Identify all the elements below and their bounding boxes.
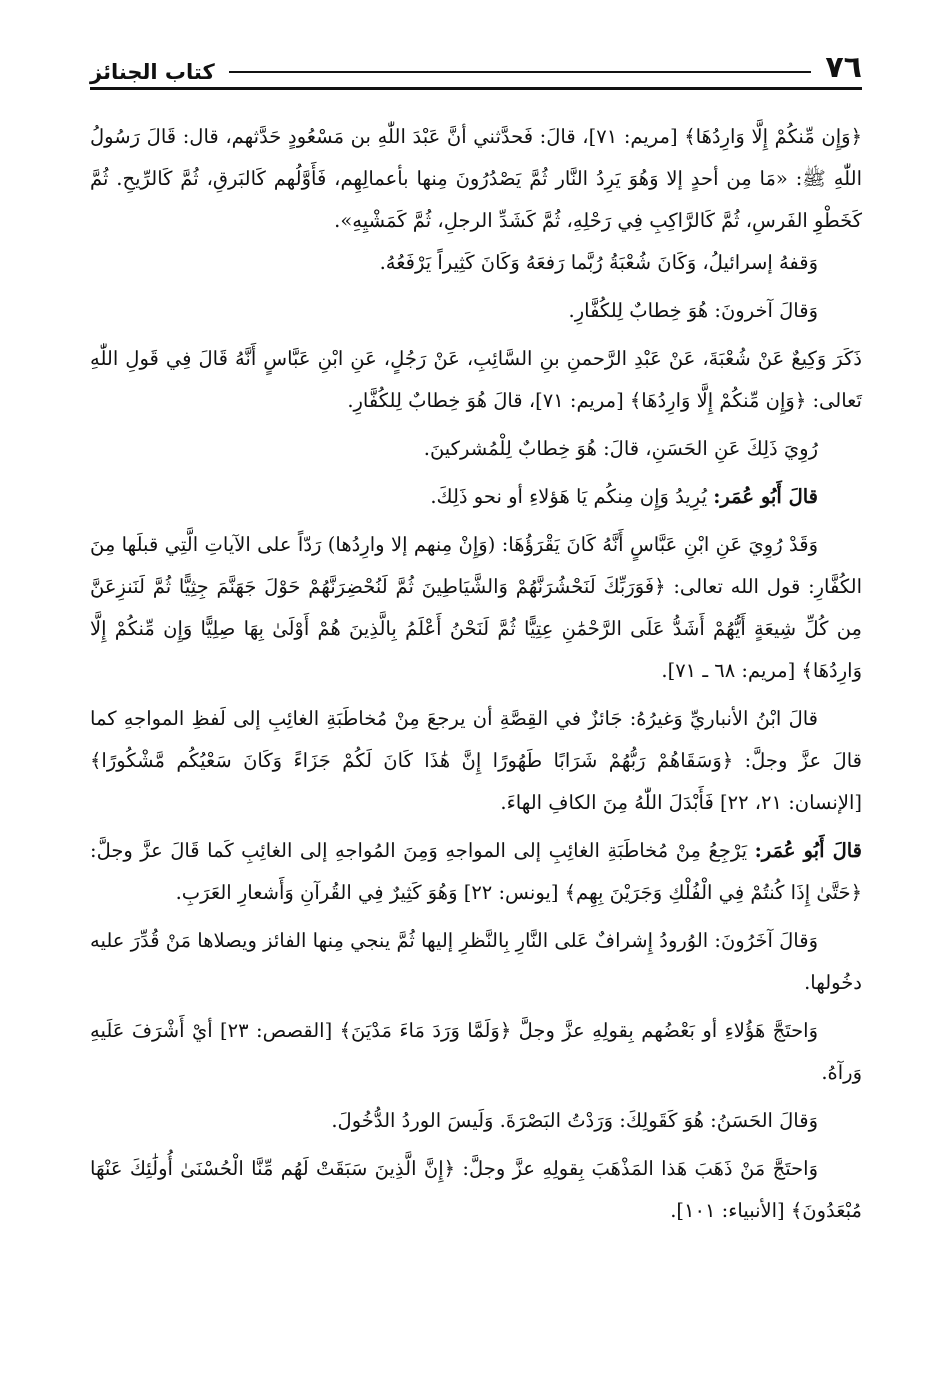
paragraph <box>90 476 862 518</box>
paragraph-text: ذَكَرَ وَكِيعٌ عَنْ شُعْبَةَ، عَنْ عَبْدِ الرَّحمنِ بنِ السَّائِبِ، عَنْ رَجُلٍ، عَنِ ابْنِ عَبَّاسٍ أَنَّهُ قَالَ فِي قَولِ اللّٰهِ تَعالى: ﴿وَإِن مِّنكُمْ إِلَّا وَارِدُهَا﴾ [مريم: ٧١]، قالَ هُوَ خِطابٌ لِلكُفَّارِ. <box>90 347 862 412</box>
paragraph-text: وَقالَ الحَسَنُ: هُوَ كَقَولِكَ: وَرَدْتُ البَصْرَةَ. وَلَيسَ الوردُ الدُّخُولَ. <box>331 1109 818 1132</box>
paragraph <box>90 830 862 914</box>
paragraph-lead: قالَ أَبُو عُمَر: <box>754 839 863 862</box>
page-number: ٧٦ <box>825 50 862 85</box>
page-body <box>90 116 862 1238</box>
paragraph-lead: قالَ أَبُو عُمَر: <box>713 485 818 508</box>
paragraph <box>90 698 862 824</box>
paragraph-text: يُرِيدُ وَإِن مِنكُم يَا هَؤلاءِ أو نحو ذَلِكَ. <box>430 485 714 508</box>
paragraph-text: رُوِيَ ذَلِكَ عَنِ الحَسَنِ، قالَ: هُوَ خِطابٌ لِلْمُشركينَ. <box>423 437 818 460</box>
paragraph-text: وَاحتَجَّ مَنْ ذَهَبَ هَذا المَذْهَبَ بِقولِهِ عزَّ وجلَّ: ﴿إِنَّ الَّذِينَ سَبَقَتْ لَهُم مِّنَّا الْحُسْنَىٰ أُولَٰئِكَ عَنْهَا مُبْعَدُونَ﴾ [الأنبياء: ١٠١]. <box>90 1157 862 1222</box>
paragraph-text: ﴿وَإِن مِّنكُمْ إِلَّا وَارِدُهَا﴾ [مريم: ٧١]، قالَ: فَحدَّثني أنَّ عَبْدَ اللّٰهِ بن مَسْعُودٍ حَدَّثهم، قال: قَالَ رَسُولُ اللّٰهِ ﷺ: «مَا مِن أحدٍ إلا وَهُوَ يَرِدُ النَّار ثُمَّ يَصْدُرُونَ مِنها بأعمالِهِم، فَأَوَّلُهم كَالبَرقِ، ثُمَّ كَالرِّيحِ. ثُمَّ كَخَطْوِ الفَرسِ، ثُمَّ كَالرَّاكِبِ فِي رَحْلِهِ، ثُمَّ كَشَدِّ الرجلِ، ثُمَّ كَمَشْيِهِ». <box>90 125 862 232</box>
paragraph-text: يَرْجِعُ مِنْ مُخاطَبَةِ الغائِبِ إلى المواجهِ وَمِنَ المُواجهِ إلى الغائِبِ كَما قَالَ عزَّ وجلَّ: ﴿حَتَّىٰ إِذَا كُنتُمْ فِي الْفُلْكِ وَجَرَيْنَ بِهِم﴾ [يونس: ٢٢] وَهُوَ كَثِيرٌ فِي القُرآنِ وَأَشعارِ العَرَبِ. <box>90 839 862 904</box>
book-title: كتاب الجنائز <box>90 60 215 84</box>
paragraph <box>90 290 862 332</box>
paragraph-text: وَقَدْ رُوِيَ عَنِ ابْنِ عَبَّاسٍ أَنَّهُ كَانَ يَقْرَؤُهَا: (وَإِنْ مِنهم إلا وارِدُها) رَدّاً على الآياتِ الَّتِي قبلَها مِنَ الكُفَّارِ: قول الله تعالى: ﴿فَوَرَبِّكَ لَنَحْشُرَنَّهُمْ وَالشَّيَاطِينَ ثُمَّ لَنُحْضِرَنَّهُمْ حَوْلَ جَهَنَّمَ جِثِيًّا ثُمَّ لَنَنزِعَنَّ مِن كُلِّ شِيعَةٍ أَيُّهُمْ أَشَدُّ عَلَى الرَّحْمَٰنِ عِتِيًّا ثُمَّ لَنَحْنُ أَعْلَمُ بِالَّذِينَ هُمْ أَوْلَىٰ بِهَا صِلِيًّا وَإِن مِّنكُمْ إِلَّا وَارِدُهَا﴾ [مريم: ٦٨ ـ ٧١]. <box>90 533 862 682</box>
paragraph-text: وَقفهُ إسرائيلُ، وَكَانَ شُعْبَةُ رُبَّما رَفعَهُ وَكَانَ كَثِيراً يَرْفَعُهُ. <box>379 251 818 274</box>
paragraph <box>90 1010 862 1094</box>
paragraph <box>90 524 862 692</box>
paragraph-text: قالَ ابْنُ الأنباريِّ وَغيرُهُ: جَائزٌ في القِصَّةِ أن يرجعَ مِنْ مُخاطَبَةِ الغائِبِ إلى لَفظِ المواجهِ كما قالَ عزَّ وجلَّ: ﴿وَسَقَاهُمْ رَبُّهُمْ شَرَابًا طَهُورًا إِنَّ هَٰذَا كَانَ لَكُمْ جَزَاءً وَكَانَ سَعْيُكُم مَّشْكُورًا﴾ [الإنسان: ٢١، ٢٢] فَأَبْدَلَ اللّٰهُ مِنَ الكافِ الهاءَ. <box>90 707 862 814</box>
paragraph <box>90 428 862 470</box>
paragraph <box>90 920 862 1004</box>
paragraph-text: وَقالَ آخَرُونَ: الوُرودُ إِشرافٌ عَلى النَّارِ بِالنَّظرِ إليها ثُمَّ ينجي مِنها الفائز ويصلاها مَنْ قُدِّرَ عليه دخُولها. <box>89 929 862 994</box>
running-header <box>90 40 862 90</box>
paragraph <box>90 1148 862 1232</box>
paragraph <box>90 116 862 242</box>
paragraph <box>90 1100 862 1142</box>
header-rule <box>229 71 812 73</box>
paragraph-text: وَقالَ آخرونَ: هُوَ خِطابٌ لِلكُفَّارِ. <box>568 299 818 322</box>
paragraph-text: وَاحتَجَّ هَؤُلاءِ أو بَعْضُهم بِقولِهِ عزَّ وجلَّ ﴿وَلَمَّا وَرَدَ مَاءَ مَدْيَنَ﴾ [القصص: ٢٣] أيْ أَشْرَفَ عَلَيهِ وَرآهُ. <box>90 1019 862 1084</box>
paragraph <box>90 242 862 284</box>
paragraph <box>90 338 862 422</box>
